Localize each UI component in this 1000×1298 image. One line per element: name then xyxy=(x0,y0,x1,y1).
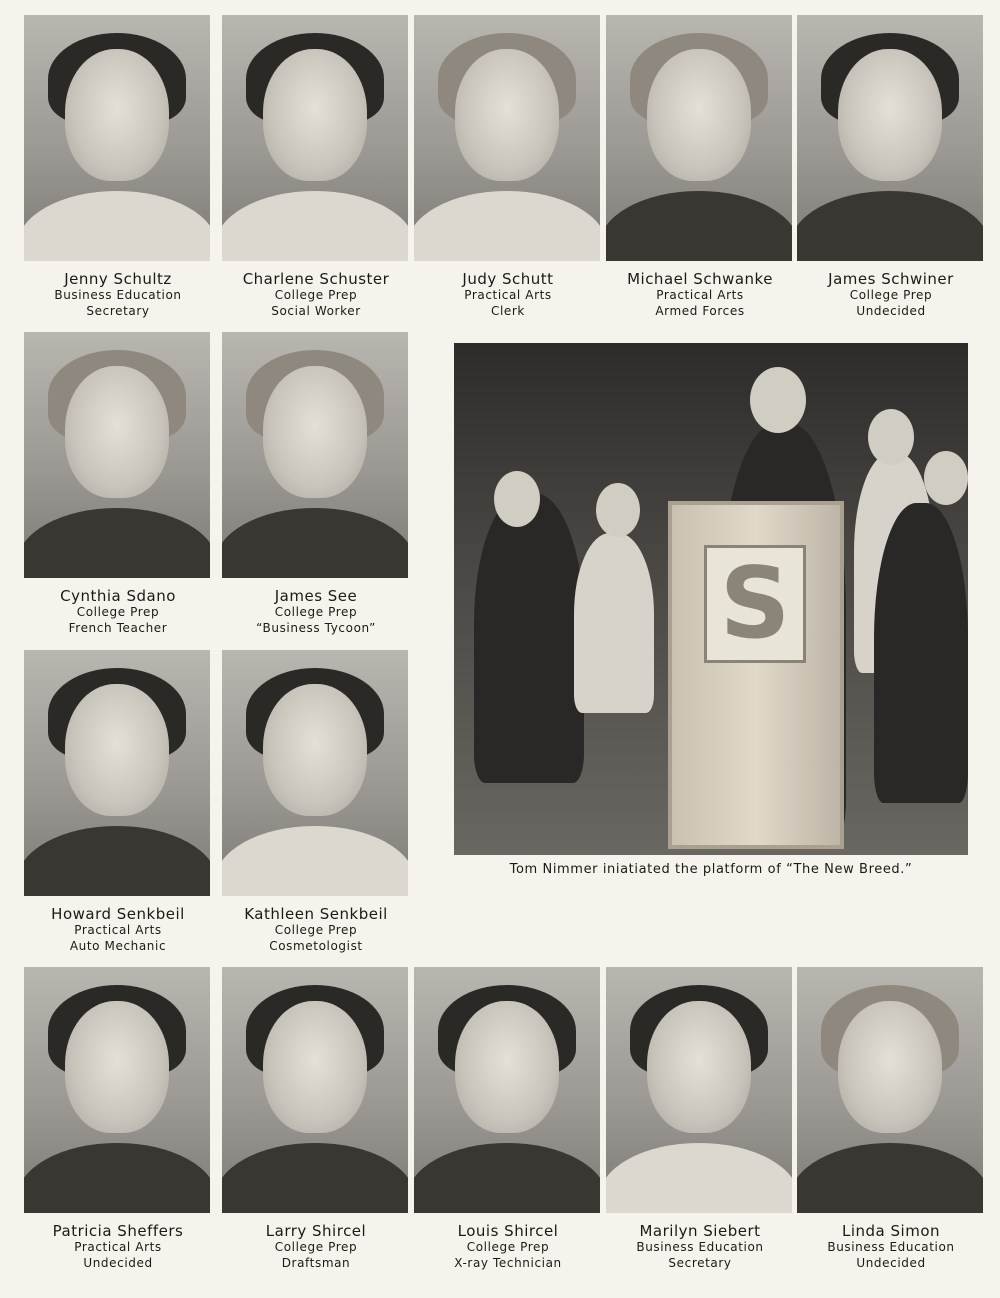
student-goal: Undecided xyxy=(83,1256,153,1270)
student-name: Linda Simon xyxy=(842,1222,940,1240)
portrait-card xyxy=(414,15,602,319)
student-name: Louis Shircel xyxy=(457,1222,559,1240)
portrait-card xyxy=(222,650,410,954)
student-goal: Secretary xyxy=(86,304,150,318)
portrait-card xyxy=(24,15,212,319)
portrait-card xyxy=(222,332,410,636)
student-goal: French Teacher xyxy=(68,621,168,635)
portrait-photo xyxy=(24,650,210,896)
student-goal: Draftsman xyxy=(281,1256,351,1270)
student-goal: Cosmetologist xyxy=(269,939,363,953)
portrait-photo xyxy=(222,332,408,578)
student-name: Charlene Schuster xyxy=(242,270,390,288)
student-goal: Undecided xyxy=(856,304,926,318)
portrait-photo xyxy=(606,967,792,1213)
portrait-photo xyxy=(24,967,210,1213)
student-name: Cynthia Sdano xyxy=(60,587,176,605)
student-program: College Prep xyxy=(849,288,933,302)
portrait-photo xyxy=(414,967,600,1213)
student-name: Michael Schwanke xyxy=(627,270,773,288)
student-program: Practical Arts xyxy=(74,1240,162,1254)
student-name: Patricia Sheffers xyxy=(52,1222,184,1240)
portrait-card xyxy=(797,15,985,319)
portrait-photo xyxy=(606,15,792,261)
feature-photo xyxy=(454,343,968,855)
portrait-card xyxy=(24,650,212,954)
portrait-card xyxy=(606,15,794,319)
student-program: Practical Arts xyxy=(74,923,162,937)
student-goal: Clerk xyxy=(491,304,525,318)
podium-letter: S xyxy=(704,545,806,663)
student-program: Business Education xyxy=(827,1240,955,1254)
student-goal: Armed Forces xyxy=(655,304,745,318)
student-program: College Prep xyxy=(274,605,358,619)
portrait-card xyxy=(606,967,794,1271)
student-goal: “Business Tycoon” xyxy=(256,621,376,635)
student-name: James Schwiner xyxy=(828,270,954,288)
portrait-photo xyxy=(797,967,983,1213)
student-program: College Prep xyxy=(76,605,160,619)
feature-caption: Tom Nimmer iniatiated the platform of “The New Breed.” xyxy=(509,862,913,877)
portrait-photo xyxy=(414,15,600,261)
student-name: Marilyn Siebert xyxy=(639,1222,761,1240)
portrait-card xyxy=(222,967,410,1271)
portrait-card xyxy=(24,332,212,636)
portrait-photo xyxy=(222,15,408,261)
portrait-photo xyxy=(222,650,408,896)
student-goal: X-ray Technician xyxy=(454,1256,562,1270)
student-name: Larry Shircel xyxy=(265,1222,367,1240)
student-goal: Social Worker xyxy=(271,304,361,318)
student-program: College Prep xyxy=(466,1240,550,1254)
student-program: College Prep xyxy=(274,288,358,302)
portrait-photo xyxy=(24,332,210,578)
student-goal: Auto Mechanic xyxy=(69,939,167,953)
portrait-card xyxy=(414,967,602,1271)
portrait-photo xyxy=(222,967,408,1213)
portrait-card xyxy=(222,15,410,319)
student-name: Kathleen Senkbeil xyxy=(244,905,388,923)
student-program: College Prep xyxy=(274,923,358,937)
student-name: James See xyxy=(274,587,358,605)
student-name: Judy Schutt xyxy=(462,270,554,288)
student-goal: Undecided xyxy=(856,1256,926,1270)
student-program: Practical Arts xyxy=(656,288,744,302)
portrait-photo xyxy=(24,15,210,261)
portrait-photo xyxy=(797,15,983,261)
podium xyxy=(668,501,844,849)
student-program: Business Education xyxy=(54,288,182,302)
portrait-card xyxy=(797,967,985,1271)
student-name: Howard Senkbeil xyxy=(51,905,185,923)
portrait-card xyxy=(24,967,212,1271)
student-program: Business Education xyxy=(636,1240,764,1254)
student-program: College Prep xyxy=(274,1240,358,1254)
student-name: Jenny Schultz xyxy=(64,270,172,288)
student-program: Practical Arts xyxy=(464,288,552,302)
student-goal: Secretary xyxy=(668,1256,732,1270)
